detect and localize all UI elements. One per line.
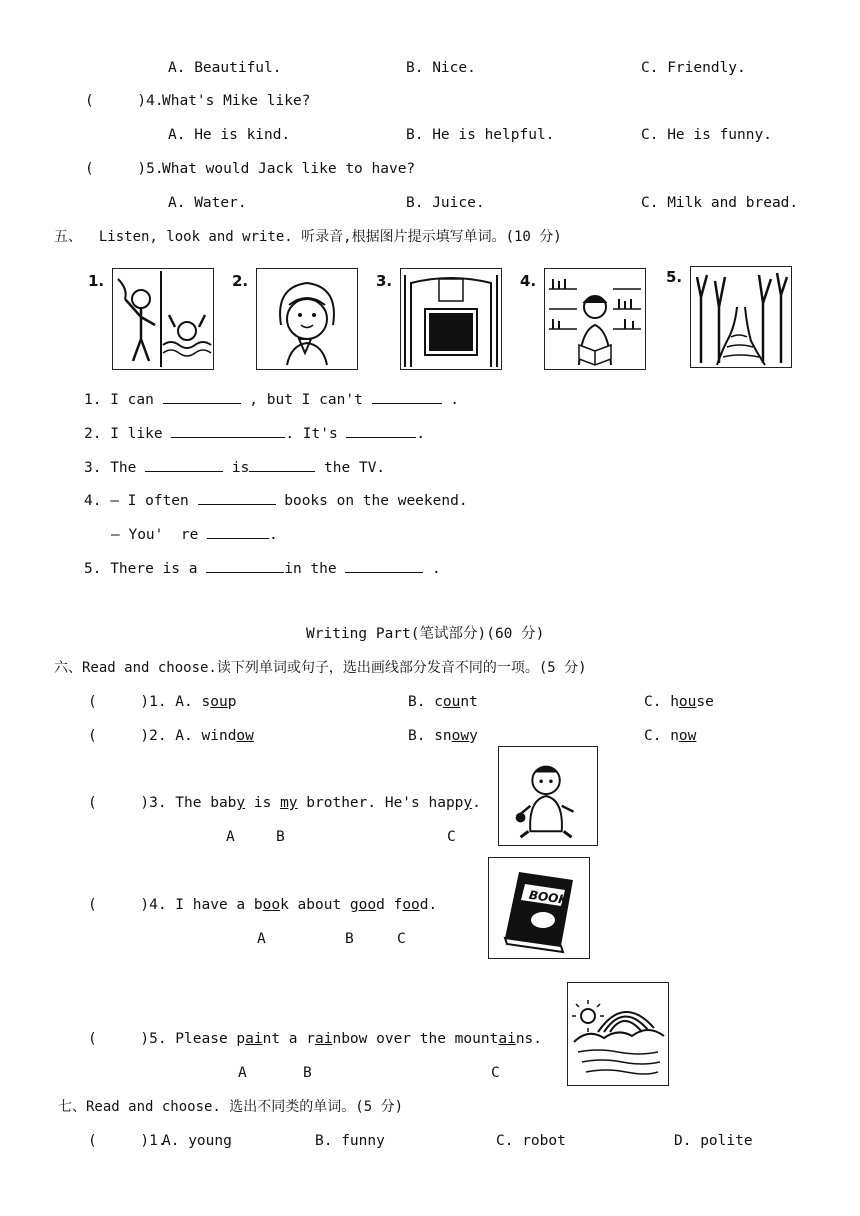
q5-option-b: B. Juice.: [406, 195, 485, 211]
section6-title: 六、Read and choose.读下列单词或句子，选出画线部分发音不同的一项。(5 分): [54, 660, 587, 676]
section7-title: 七、Read and choose. 选出不同类的单词。(5 分): [58, 1099, 404, 1115]
picture-book: [488, 857, 590, 959]
pic2-number: 2.: [232, 272, 249, 290]
blank-1b[interactable]: [372, 389, 442, 404]
fill-line-1: 1. I can , but I can't .: [84, 389, 459, 409]
q4-option-a: A. He is kind.: [168, 127, 291, 143]
q4-option-c: C. He is funny.: [641, 127, 772, 143]
picture-tv-room: [400, 268, 502, 370]
s6-q2: ( )2. A. window: [88, 728, 254, 744]
section5-title: 五、 Listen, look and write. 听录音,根据图片提示填写单词。(10 分): [54, 229, 562, 245]
q5-option-c: C. Milk and bread.: [641, 195, 799, 211]
s6-q1-option-b: B. count: [408, 694, 478, 710]
blank-3b[interactable]: [249, 457, 315, 472]
book-cover-label: BOOK: [528, 887, 569, 908]
pic1-number: 1.: [88, 272, 105, 290]
blank-1a[interactable]: [163, 389, 241, 404]
s7-q1-option-a: A. young: [162, 1133, 232, 1149]
s6-q2-option-b: B. snowy: [408, 728, 478, 744]
s6-q1-paren[interactable]: ( ): [88, 694, 150, 710]
s6-q5-label-c: C: [491, 1065, 500, 1081]
blank-4b[interactable]: [207, 524, 269, 539]
q3-option-a: A. Beautiful.: [168, 60, 282, 76]
fill-line-5: 5. There is a in the .: [84, 558, 441, 578]
fill-line-3: 3. The is the TV.: [84, 457, 385, 477]
s6-q4-paren[interactable]: ( ): [88, 897, 150, 913]
fill-line-2: 2. I like . It's .: [84, 423, 425, 443]
pic5-number: 5.: [666, 268, 683, 286]
s7-q1-option-d: D. polite: [674, 1133, 753, 1149]
s6-q5-label-b: B: [303, 1065, 312, 1081]
s6-q3: ( )3. The baby is my brother. He's happy.: [88, 795, 481, 811]
picture-girl-ice-cream: [256, 268, 358, 370]
s6-q4-label-a: A: [257, 931, 266, 947]
pic4-number: 4.: [520, 272, 537, 290]
q5-option-a: A. Water.: [168, 195, 247, 211]
s6-q2-option-c: C. now: [644, 728, 697, 744]
s6-q1: ( )1. A. soup: [88, 694, 237, 710]
s6-q4-label-c: C: [397, 931, 406, 947]
q4-question: What's Mike like?: [162, 93, 311, 109]
s7-q1-option-c: C. robot: [496, 1133, 566, 1149]
s6-q1-option-c: C. house: [644, 694, 714, 710]
s6-q3-label-a: A: [226, 829, 235, 845]
s6-q5-label-a: A: [238, 1065, 247, 1081]
s7-q1-paren[interactable]: ( )1.: [88, 1133, 167, 1149]
s7-q1-option-b: B. funny: [315, 1133, 385, 1149]
writing-part-title: Writing Part(笔试部分)(60 分): [306, 626, 545, 642]
picture-reading-library: [544, 268, 646, 370]
s6-q3-label-c: C: [447, 829, 456, 845]
s6-q3-paren[interactable]: ( ): [88, 795, 150, 811]
picture-rainbow-mountains: [567, 982, 669, 1086]
blank-2a[interactable]: [171, 423, 285, 438]
fill-line-4b: — You' re .: [111, 524, 278, 544]
q3-option-b: B. Nice.: [406, 60, 476, 76]
pic3-number: 3.: [376, 272, 393, 290]
s6-q5: ( )5. Please paint a rainbow over the mountains.: [88, 1031, 543, 1047]
q4-answer-paren[interactable]: ( )4.: [85, 93, 164, 109]
picture-swimming: [112, 268, 214, 370]
blank-4a[interactable]: [198, 490, 276, 505]
fill-line-4: 4. — I often books on the weekend.: [84, 490, 468, 510]
q5-answer-paren[interactable]: ( )5.: [85, 161, 164, 177]
s6-q5-paren[interactable]: ( ): [88, 1031, 150, 1047]
q4-option-b: B. He is helpful.: [406, 127, 555, 143]
s6-q3-label-b: B: [276, 829, 285, 845]
blank-2b[interactable]: [346, 423, 416, 438]
blank-5a[interactable]: [206, 558, 284, 573]
s6-q2-paren[interactable]: ( ): [88, 728, 150, 744]
picture-baby: [498, 746, 598, 846]
s6-q4: ( )4. I have a book about good food.: [88, 897, 438, 913]
blank-3a[interactable]: [145, 457, 223, 472]
q3-option-c: C. Friendly.: [641, 60, 746, 76]
picture-river-forest: [690, 266, 792, 368]
s6-q4-label-b: B: [345, 931, 354, 947]
q5-question: What would Jack like to have?: [162, 161, 416, 177]
blank-5b[interactable]: [345, 558, 423, 573]
